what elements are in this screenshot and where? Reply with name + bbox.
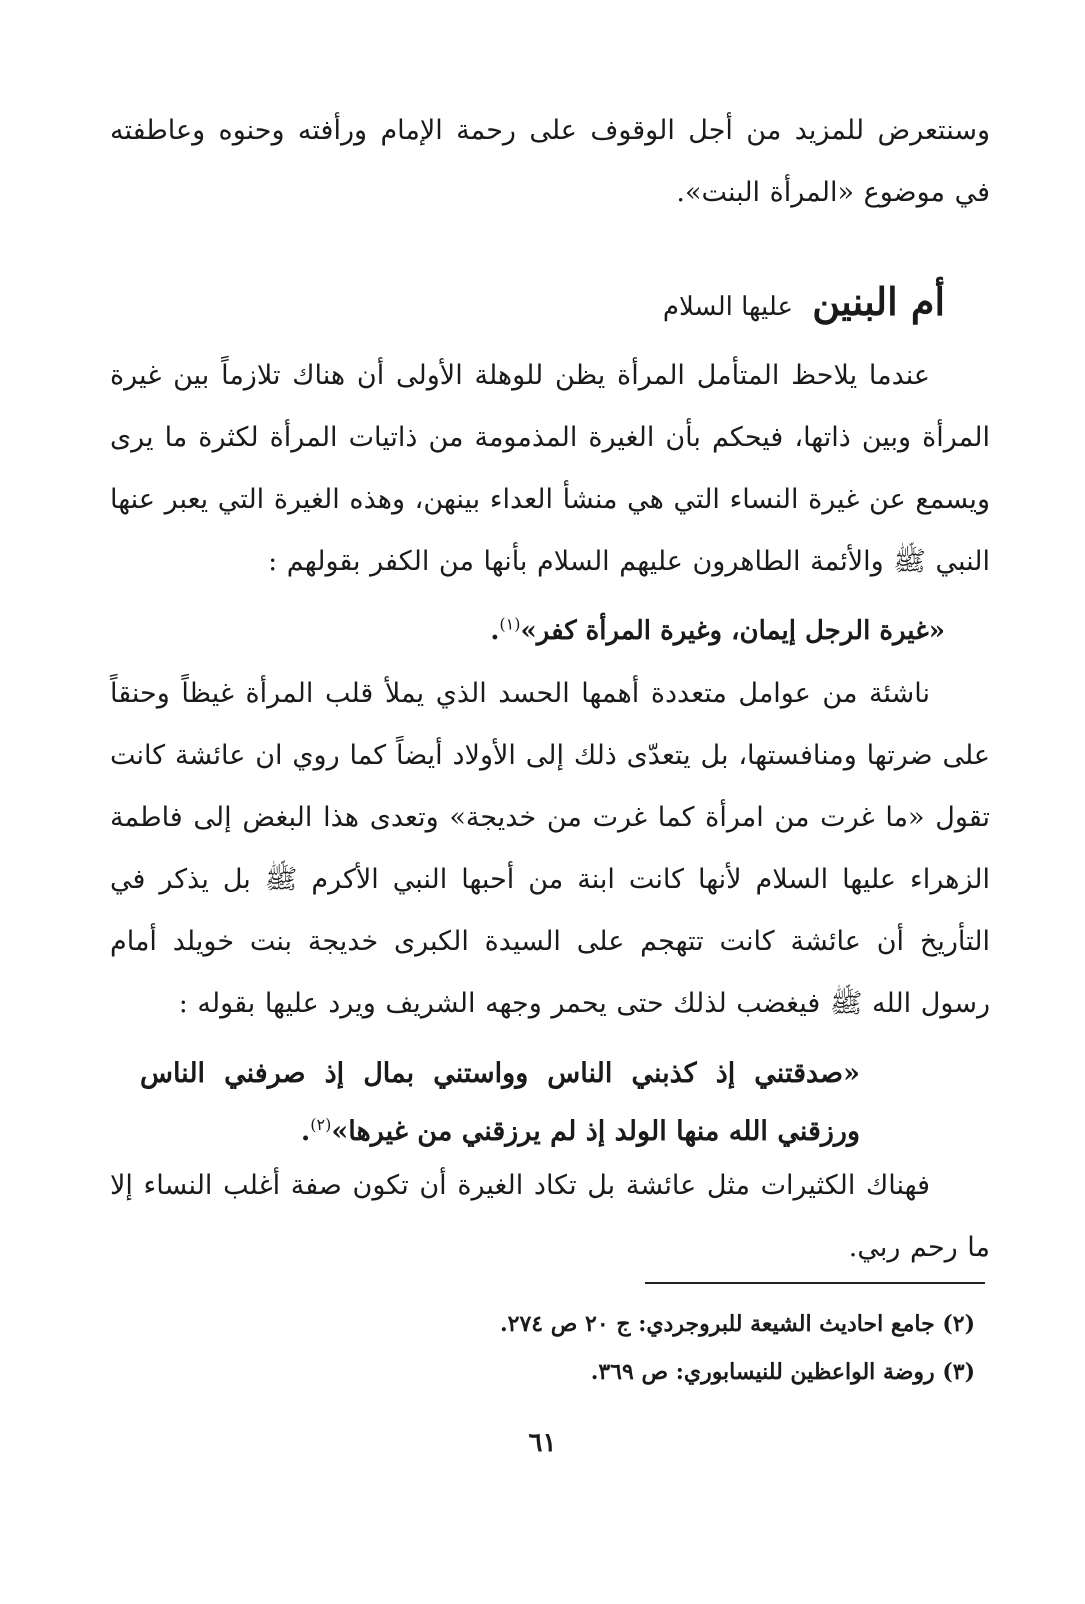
footnote-item: (٢) جامع احاديث الشيعة للبروجردي: ج ٢٠ ص ٢٧٤. bbox=[500, 1311, 975, 1337]
quote-2-end: . bbox=[300, 1116, 311, 1147]
footnote-ref-2: (٢) bbox=[310, 1115, 332, 1134]
section-heading bbox=[663, 272, 945, 337]
honorific-glyph: عليها السلام bbox=[662, 292, 793, 322]
footnotes bbox=[375, 1300, 975, 1396]
intro-paragraph: وسنتعرض للمزيد من أجل الوقوف على رحمة الإمام ورأفته وحنوه وعاطفته في موضوع «المرأة البنت». bbox=[110, 115, 990, 208]
paragraph-3: فهناك الكثيرات مثل عائشة بل تكاد الغيرة أن تكون صفة أغلب النساء إلا ما رحم ربي. bbox=[110, 1170, 990, 1263]
footnote-ref-1: (١) bbox=[499, 614, 521, 634]
quote-1-text: «غيرة الرجل إيمان، وغيرة المرأة كفر» bbox=[520, 616, 945, 646]
footnote-divider bbox=[645, 1282, 985, 1284]
quote-1-end: . bbox=[490, 616, 500, 646]
section-title: أم البنين bbox=[812, 279, 945, 324]
paragraph-1: عندما يلاحظ المتأمل المرأة يظن للوهلة الأولى أن هناك تلازماً بين غيرة المرأة وبين ذاتها، فيحكم بأن الغيرة المذمومة من ذاتيات المرأة لكثرة ما يرى ويسمع عن غيرة النساء التي هي منشأ العداء بينهن، وهذه الغيرة التي يعبر عنها النبي ﷺ والأئمة الطاهرون عليهم السلام بأنها من الكفر بقولهم : bbox=[110, 360, 990, 577]
hadith-quote-2 bbox=[140, 1045, 860, 1161]
page-number: ٦١ bbox=[528, 1428, 557, 1458]
quote-2-text: «صدقتني إذ كذبني الناس وواستني بمال إذ صرفني الناس ورزقني الله منها الولد إذ لم يرزقني من غيرها» bbox=[140, 1058, 860, 1147]
hadith-quote-1 bbox=[490, 600, 945, 662]
footnote-item: (٣) روضة الواعظين للنيسابوري: ص ٣٦٩. bbox=[590, 1359, 975, 1385]
paragraph-2: ناشئة من عوامل متعددة أهمها الحسد الذي يملأ قلب المرأة غيظاً وحنقاً على ضرتها ومنافستها، بل يتعدّى ذلك إلى الأولاد أيضاً كما روي ان عائشة كانت تقول «ما غرت من امرأة كما غرت من خديجة» وتعدى هذا البغض إلى فاطمة الزهراء عليها السلام لأنها كانت ابنة من أحبها النبي الأكرم ﷺ بل يذكر في التأريخ أن عائشة كانت تتهجم على السيدة الكبرى خديجة بنت خويلد أمام رسول الله ﷺ فيغضب لذلك حتى يحمر وجهه الشريف ويرد عليها بقوله : bbox=[110, 678, 990, 1019]
